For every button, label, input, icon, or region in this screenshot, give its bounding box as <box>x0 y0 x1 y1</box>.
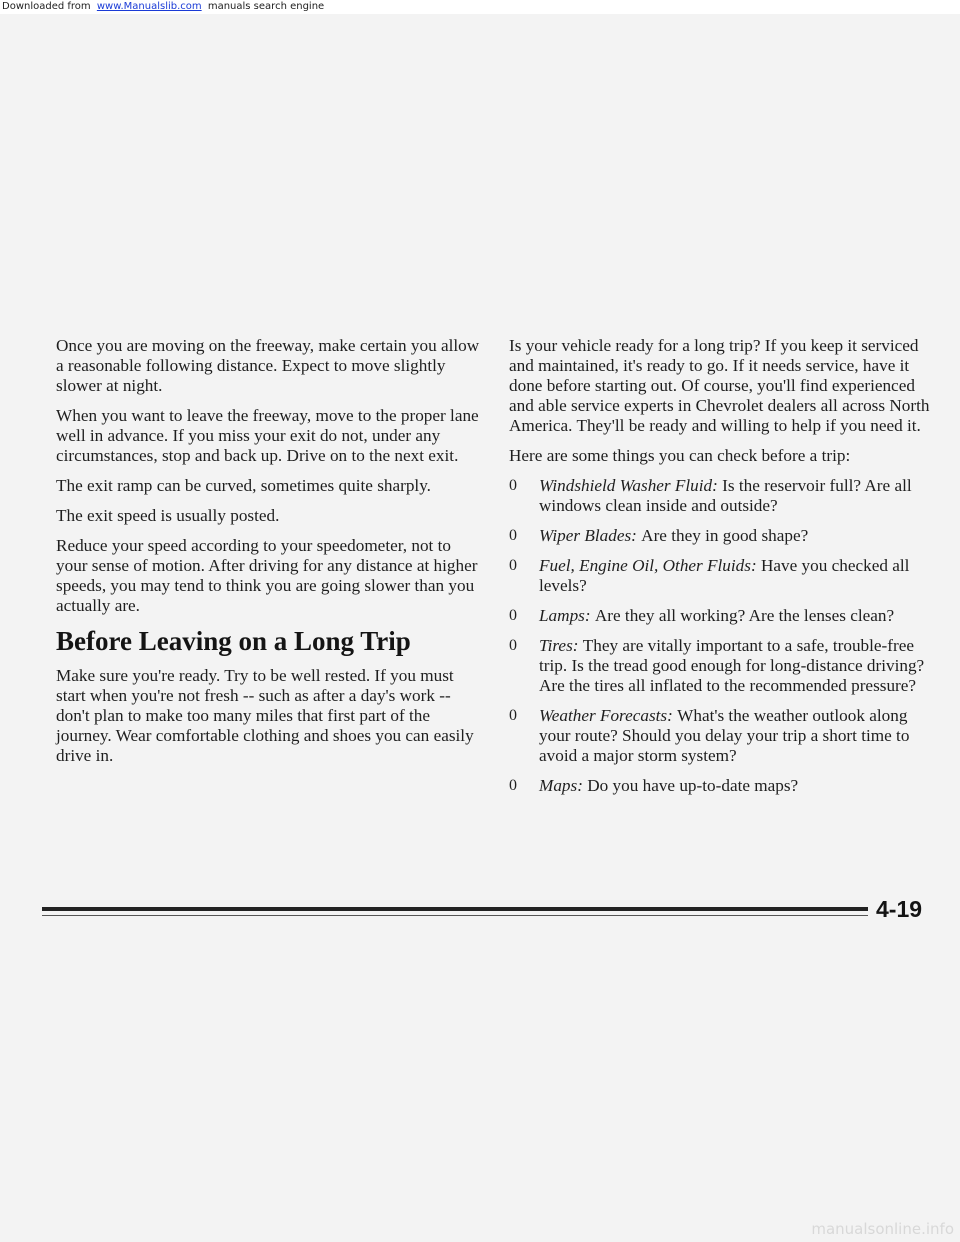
trip-checklist <box>509 476 937 796</box>
bullet-icon: 0 <box>509 607 517 624</box>
banner-prefix: Downloaded from <box>2 1 91 12</box>
item-text: Do you have up-to-date maps? <box>587 776 799 795</box>
list-item <box>509 706 937 766</box>
banner-suffix: manuals search engine <box>207 1 325 12</box>
watermark: manualsonline.info <box>811 1220 954 1238</box>
left-column <box>56 336 480 776</box>
bullet-icon: 0 <box>509 777 517 794</box>
item-label: Lamps: <box>539 606 595 625</box>
paragraph-exit-ramp: The exit ramp can be curved, sometimes quite sharply. <box>56 476 431 495</box>
bullet-icon: 0 <box>509 477 517 494</box>
bullet-icon: 0 <box>509 557 517 574</box>
right-column <box>509 336 937 806</box>
manualslib-link[interactable]: www.Manualslib.com <box>96 1 202 12</box>
paragraph-leave-freeway: When you want to leave the freeway, move to the proper lane well in advance. If you miss your exit do not, under any circumstances, stop and back up. Drive on to the next exit. <box>56 406 479 465</box>
item-text: Are they all working? Are the lenses clean? <box>594 606 895 625</box>
footer-rule-thick <box>42 907 868 911</box>
item-text: What's the weather outlook along your route? Should you delay your trip a short time to avoid a major storm system? <box>539 706 910 765</box>
list-item <box>509 556 937 596</box>
bullet-icon: 0 <box>509 707 517 724</box>
item-label: Maps: <box>539 776 588 795</box>
item-label: Windshield Washer Fluid: <box>539 476 723 495</box>
paragraph-vehicle-ready: Is your vehicle ready for a long trip? If you keep it serviced and maintained, it's ready to go. If it needs service, have it done before starting out. Of course, you'll find experienced and able service experts in Chevrolet dealers all across North America. They'll be ready and willing to help if you need it. <box>509 336 930 435</box>
item-text: They are vitally important to a safe, trouble-free trip. Is the tread good enough for long-distance driving? Are the tires all inflated to the recommended pressure? <box>539 636 925 695</box>
paragraph-reduce-speed: Reduce your speed according to your speedometer, not to your sense of motion. After driving for any distance at higher speeds, you may tend to think you are going slower than you actually are. <box>56 536 478 615</box>
item-label: Weather Forecasts: <box>539 706 678 725</box>
item-label: Wiper Blades: <box>539 526 642 545</box>
paragraph-freeway-distance: Once you are moving on the freeway, make certain you allow a reasonable following distance. Expect to move slightly slower at night. <box>56 336 480 395</box>
list-item <box>509 606 937 626</box>
item-text: Is the reservoir full? Are all windows clean inside and outside? <box>539 476 912 515</box>
bullet-icon: 0 <box>509 637 517 654</box>
list-item <box>509 776 937 796</box>
paragraph-checklist-intro: Here are some things you can check before a trip: <box>509 446 851 465</box>
item-label: Tires: <box>539 636 583 655</box>
item-text: Have you checked all levels? <box>539 556 910 595</box>
download-banner <box>0 0 960 14</box>
item-label: Fuel, Engine Oil, Other Fluids: <box>539 556 761 575</box>
list-item <box>509 476 937 516</box>
footer-rule-thin <box>42 915 868 916</box>
paragraph-be-ready: Make sure you're ready. Try to be well rested. If you must start when you're not fresh -- such as after a day's work -- don't plan to make too many miles that first part of the journey. Wear comfortable clothing and shoes you can easily drive in. <box>56 666 474 765</box>
page-number: 4-19 <box>876 896 923 922</box>
item-text: Are they in good shape? <box>641 526 809 545</box>
section-heading: Before Leaving on a Long Trip <box>56 626 411 656</box>
list-item <box>509 636 937 696</box>
bullet-icon: 0 <box>509 527 517 544</box>
list-item <box>509 526 937 546</box>
paragraph-exit-speed: The exit speed is usually posted. <box>56 506 280 525</box>
